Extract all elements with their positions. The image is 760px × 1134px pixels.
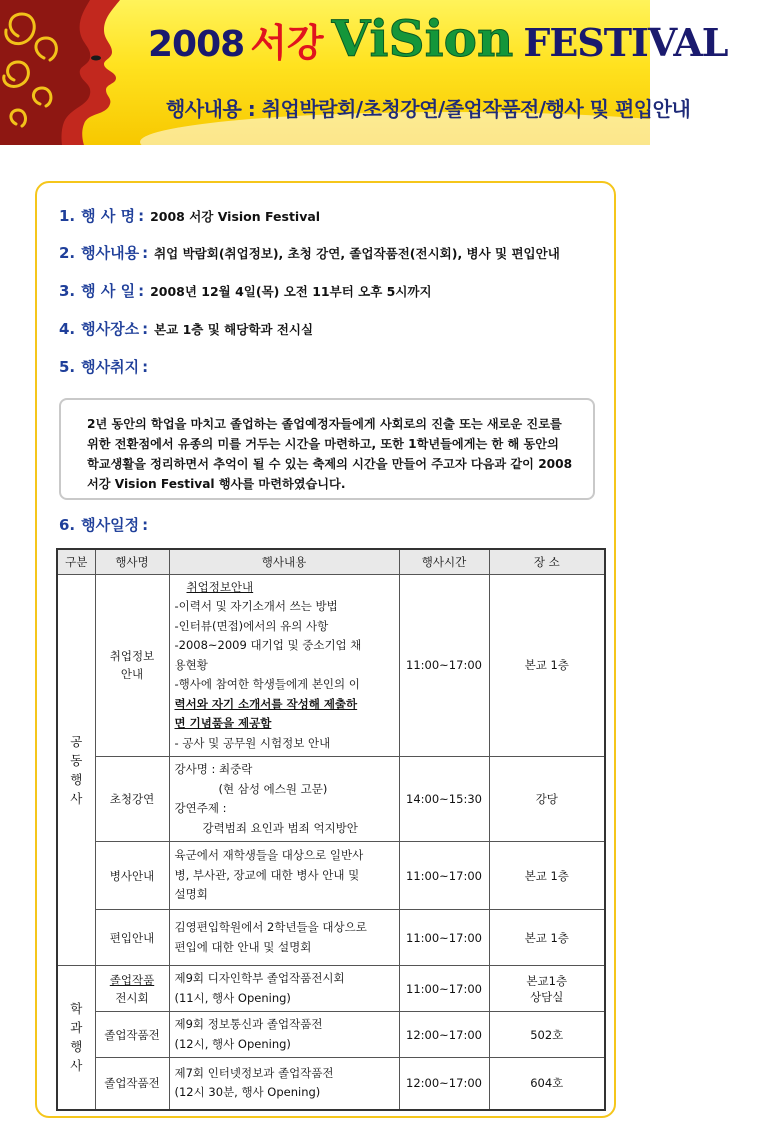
group-char: 동 xyxy=(70,752,83,768)
event-detail-cell xyxy=(169,574,399,757)
detail-line: 제9회 디자인학부 졸업작품전시회 xyxy=(174,971,345,985)
event-name-cell xyxy=(95,1058,169,1110)
content-box xyxy=(35,181,616,1118)
purpose-box xyxy=(59,398,595,500)
place-line: 본교1층 xyxy=(526,973,568,988)
detail-line: 강연주제 : xyxy=(174,801,227,815)
group-char: 사 xyxy=(70,790,83,806)
banner-title xyxy=(148,9,728,68)
detail-line: -2008~2009 대기업 및 중소기업 채 xyxy=(174,638,362,652)
item-number: 1. xyxy=(59,207,76,225)
detail-line: 편입에 대한 안내 및 설명회 xyxy=(174,939,312,954)
event-name-cell xyxy=(95,757,169,842)
banner-vision: ViSion xyxy=(331,9,514,68)
group-cell-common xyxy=(57,574,95,966)
item-event-schedule xyxy=(59,514,154,535)
detail-line: 제9회 정보통신과 졸업작품전 xyxy=(174,1017,323,1031)
schedule-table xyxy=(56,548,606,1111)
detail-line: 설명회 xyxy=(174,887,208,902)
event-name-line: 졸업작품전 xyxy=(104,1027,160,1042)
group-char: 사 xyxy=(70,1058,83,1074)
column-header: 장 소 xyxy=(489,549,605,574)
event-name-cell xyxy=(95,966,169,1012)
event-name-cell xyxy=(95,574,169,757)
event-name-cell xyxy=(95,842,169,910)
item-number: 2. xyxy=(59,244,76,262)
table-row xyxy=(57,910,605,966)
event-detail-cell xyxy=(169,966,399,1012)
place-cell: 604호 xyxy=(489,1058,605,1110)
item-label: 행 사 일 xyxy=(81,282,136,300)
place-cell: 본교 1층 xyxy=(489,842,605,910)
event-name-line: 안내 xyxy=(120,667,144,682)
item-colon: : xyxy=(142,516,149,534)
purpose-text: 2년 동안의 학업을 마치고 졸업하는 졸업예정자들에게 사회로의 진출 또는 새로운 진로를 위한 전환점에서 유종의 미를 거두는 시간을 마련하고, 또한 1학년들에게는 한 해 동안의 학교생활을 정리하면서 추억이 될 수 있는 축제의 시간을 만들어 주고자 다음과 같이 2008 서강 Vision Festival 행사를 마련하였습니다. xyxy=(87,417,573,491)
time-cell: 11:00~17:00 xyxy=(399,842,489,910)
group-char: 학 xyxy=(70,1001,83,1017)
detail-line: -이력서 및 자기소개서 쓰는 방법 xyxy=(174,599,338,613)
table-header-row xyxy=(57,549,605,574)
event-name-line: 편입안내 xyxy=(109,930,155,945)
table-row xyxy=(57,574,605,757)
time-cell: 11:00~17:00 xyxy=(399,574,489,757)
item-value: 본교 1층 및 해당학과 전시실 xyxy=(154,322,314,337)
table-row xyxy=(57,1058,605,1110)
detail-line: 면 기념품을 제공함 xyxy=(174,716,272,730)
time-cell: 11:00~17:00 xyxy=(399,910,489,966)
item-label: 행사내용 xyxy=(81,244,140,262)
item-label: 행 사 명 xyxy=(81,207,136,225)
banner-seogang: 서강 xyxy=(250,21,324,65)
detail-line: 취업정보안내 xyxy=(186,579,254,594)
detail-line: 용현황 xyxy=(174,657,208,672)
item-number: 3. xyxy=(59,282,76,300)
table-row xyxy=(57,966,605,1012)
detail-line: - 공사 및 공무원 시험정보 안내 xyxy=(174,735,331,750)
banner-year: 2008 xyxy=(148,24,245,65)
detail-line: (현 삼성 에스원 고문) xyxy=(218,781,328,796)
item-value: 2008년 12월 4일(목) 오전 11부터 오후 5시까지 xyxy=(150,284,432,299)
event-name-line: 졸업작품 xyxy=(109,972,155,987)
detail-line: (11시, 행사 Opening) xyxy=(174,990,291,1005)
item-label: 행사장소 xyxy=(81,320,140,338)
time-cell: 11:00~17:00 xyxy=(399,966,489,1012)
event-detail-cell xyxy=(169,1058,399,1110)
place-cell: 본교 1층 xyxy=(489,910,605,966)
item-event-purpose xyxy=(59,356,154,377)
item-value: 취업 박람회(취업정보), 초청 강연, 졸업작품전(전시회), 병사 및 편입안내 xyxy=(154,246,560,261)
festival-banner xyxy=(0,0,728,145)
detail-line: 강사명 : 최중락 xyxy=(174,762,253,776)
item-event-place xyxy=(59,318,313,339)
detail-line: (12시 30분, 행사 Opening) xyxy=(174,1085,321,1100)
detail-line: 김영편입학원에서 2학년들을 대상으로 xyxy=(174,920,367,934)
place-cell: 본교 1층 xyxy=(489,574,605,757)
event-detail-cell xyxy=(169,757,399,842)
group-char: 공 xyxy=(70,733,83,749)
detail-line: -행사에 참여한 학생들에게 본인의 이 xyxy=(174,677,360,691)
place-cell xyxy=(489,966,605,1012)
group-cell-department xyxy=(57,966,95,1110)
event-name-line: 졸업작품전 xyxy=(104,1076,160,1091)
detail-line: -인터뷰(면접)에서의 유의 사항 xyxy=(174,618,329,633)
table-row xyxy=(57,842,605,910)
place-cell: 502호 xyxy=(489,1012,605,1058)
item-event-date xyxy=(59,280,432,301)
event-name-cell xyxy=(95,1012,169,1058)
time-cell: 12:00~17:00 xyxy=(399,1012,489,1058)
item-label: 행사취지 xyxy=(81,358,140,376)
table-row xyxy=(57,757,605,842)
item-label: 행사일정 xyxy=(81,516,140,534)
item-number: 6. xyxy=(59,516,76,534)
group-char: 과 xyxy=(70,1020,83,1036)
item-event-content xyxy=(59,242,560,263)
event-name-cell xyxy=(95,910,169,966)
event-name-line: 초청강연 xyxy=(109,792,155,806)
detail-line: 병, 부사관, 장교에 대한 병사 안내 및 xyxy=(174,867,360,882)
event-name-line: 병사안내 xyxy=(109,868,155,883)
table-row xyxy=(57,1012,605,1058)
item-value: 2008 서강 Vision Festival xyxy=(150,209,321,224)
item-event-name xyxy=(59,205,320,226)
detail-line: 력서와 자기 소개서를 작성해 제출하 xyxy=(174,696,358,711)
item-colon: : xyxy=(142,244,149,262)
column-header: 행사명 xyxy=(95,549,169,574)
event-detail-cell xyxy=(169,842,399,910)
group-char: 행 xyxy=(70,771,83,787)
time-cell: 14:00~15:30 xyxy=(399,757,489,842)
item-number: 4. xyxy=(59,320,76,338)
event-name-line: 취업정보 xyxy=(109,649,155,664)
place-line: 상담실 xyxy=(530,989,564,1004)
time-cell: 12:00~17:00 xyxy=(399,1058,489,1110)
event-name-line: 전시회 xyxy=(115,990,149,1005)
banner-festival: FESTIVAL xyxy=(523,20,728,65)
detail-line: 강력범죄 요인과 범죄 억지방안 xyxy=(202,820,358,835)
column-header: 구분 xyxy=(57,549,95,574)
group-char: 행 xyxy=(70,1039,83,1055)
item-colon: : xyxy=(142,358,149,376)
banner-subtitle: 행사내용 : 취업박람회/초청강연/졸업작품전/행사 및 편입안내 xyxy=(166,97,691,121)
detail-line: (12시, 행사 Opening) xyxy=(174,1036,291,1051)
item-number: 5. xyxy=(59,358,76,376)
column-header: 행사시간 xyxy=(399,549,489,574)
detail-line: 제7회 인터넷정보과 졸업작품전 xyxy=(174,1065,334,1080)
face-silhouette-icon xyxy=(0,0,150,145)
column-header: 행사내용 xyxy=(169,549,399,574)
item-colon: : xyxy=(138,207,145,225)
event-detail-cell xyxy=(169,910,399,966)
event-detail-cell xyxy=(169,1012,399,1058)
detail-line: 육군에서 재학생들을 대상으로 일반사 xyxy=(174,848,364,863)
place-cell: 강당 xyxy=(489,757,605,842)
item-colon: : xyxy=(138,282,145,300)
item-colon: : xyxy=(142,320,149,338)
